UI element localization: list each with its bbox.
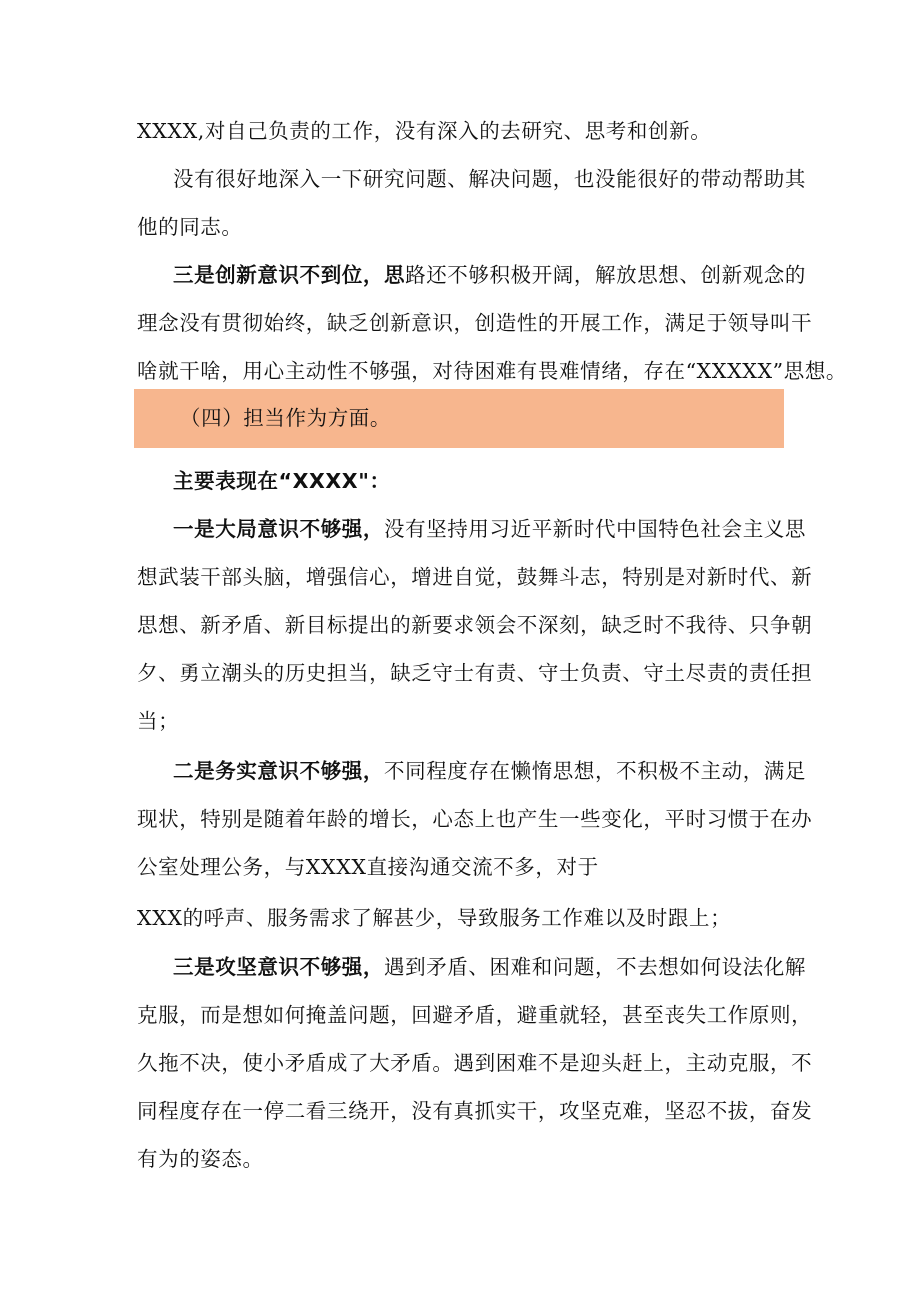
text: 理念没有贯彻始终，缺乏创新意识，创造性的开展工作，满足于领导叫干 xyxy=(137,311,813,335)
text: 现状，特别是随着年龄的增长，心态上也产生一些变化，平时习惯于在办 xyxy=(137,807,813,831)
bold-lead: 三是攻坚意识不够强， xyxy=(173,955,384,979)
paragraph-line xyxy=(137,904,731,932)
text: 他的同志。 xyxy=(137,215,243,239)
text: 思想、新矛盾、新目标提出的新要求领会不深刻，缺乏时不我待、只争朝 xyxy=(137,613,813,637)
text: 路还不够积极开阔，解放思想、创新观念的 xyxy=(405,263,807,287)
paragraph-line xyxy=(137,1097,812,1125)
text: 想武装干部头脑，增强信心，增进自觉，鼓舞斗志，特别是对新时代、新 xyxy=(137,565,813,589)
text: 没有坚持用习近平新时代中国特色社会主义思 xyxy=(384,517,806,541)
bold-lead: 三是创新意识不到位，思 xyxy=(173,263,406,287)
text: XXX的呼声、服务需求了解甚少，导致服务工作难以及时跟上； xyxy=(137,906,732,930)
paragraph-line xyxy=(137,357,847,385)
text: 不同程度存在懒惰思想，不积极不主动，满足 xyxy=(384,759,806,783)
paragraph-line xyxy=(137,1145,264,1173)
bold-lead: 二是务实意识不够强， xyxy=(173,759,384,783)
text: 遇到矛盾、困难和问题，不去想如何设法化解 xyxy=(384,955,806,979)
paragraph-line xyxy=(137,611,812,639)
paragraph-line xyxy=(137,213,243,241)
paragraph-line xyxy=(137,659,812,687)
text: 久拖不决，使小矛盾成了大矛盾。遇到困难不是迎头赶上，主动克服，不 xyxy=(137,1051,813,1075)
text: 克服，而是想如何掩盖问题，回避矛盾，避重就轻，甚至丧失工作原则， xyxy=(137,1003,813,1027)
sub-heading-text: 主要表现在“XXXX"： xyxy=(173,469,391,493)
paragraph-line xyxy=(137,563,812,591)
paragraph-line xyxy=(137,309,812,337)
text: 同程度存在一停二看三绕开，没有真抓实干，攻坚克难，坚忍不拔，奋发 xyxy=(137,1099,813,1123)
paragraph-line xyxy=(137,805,812,833)
paragraph-line xyxy=(137,1049,812,1077)
paragraph-line xyxy=(173,165,806,193)
paragraph-line xyxy=(137,853,599,881)
text: 公室处理公务，与XXXX直接沟通交流不多，对于 xyxy=(137,855,599,879)
paragraph-line xyxy=(173,757,806,785)
text: 当； xyxy=(137,709,180,733)
paragraph-line xyxy=(137,117,711,145)
paragraph-line xyxy=(173,953,806,981)
paragraph-line xyxy=(173,261,806,289)
bold-lead: 一是大局意识不够强， xyxy=(173,517,384,541)
text: 夕、勇立潮头的历史担当，缺乏守士有责、守士负责、守土尽责的责任担 xyxy=(137,661,813,685)
paragraph-line xyxy=(137,707,179,735)
paragraph-line xyxy=(173,515,806,543)
paragraph-line xyxy=(137,1001,812,1029)
text: 啥就干啥，用心主动性不够强，对待困难有畏难情绪，存在“XXXXX”思想。 xyxy=(137,359,848,383)
text: 有为的姿态。 xyxy=(137,1147,264,1171)
sub-heading xyxy=(173,467,391,495)
text: 没有很好地深入一下研究问题、解决问题，也没能很好的带动帮助其 xyxy=(173,167,806,191)
section-heading: （四）担当作为方面。 xyxy=(180,406,391,430)
text: XXXX,对自己负责的工作，没有深入的去研究、思考和创新。 xyxy=(137,119,712,143)
